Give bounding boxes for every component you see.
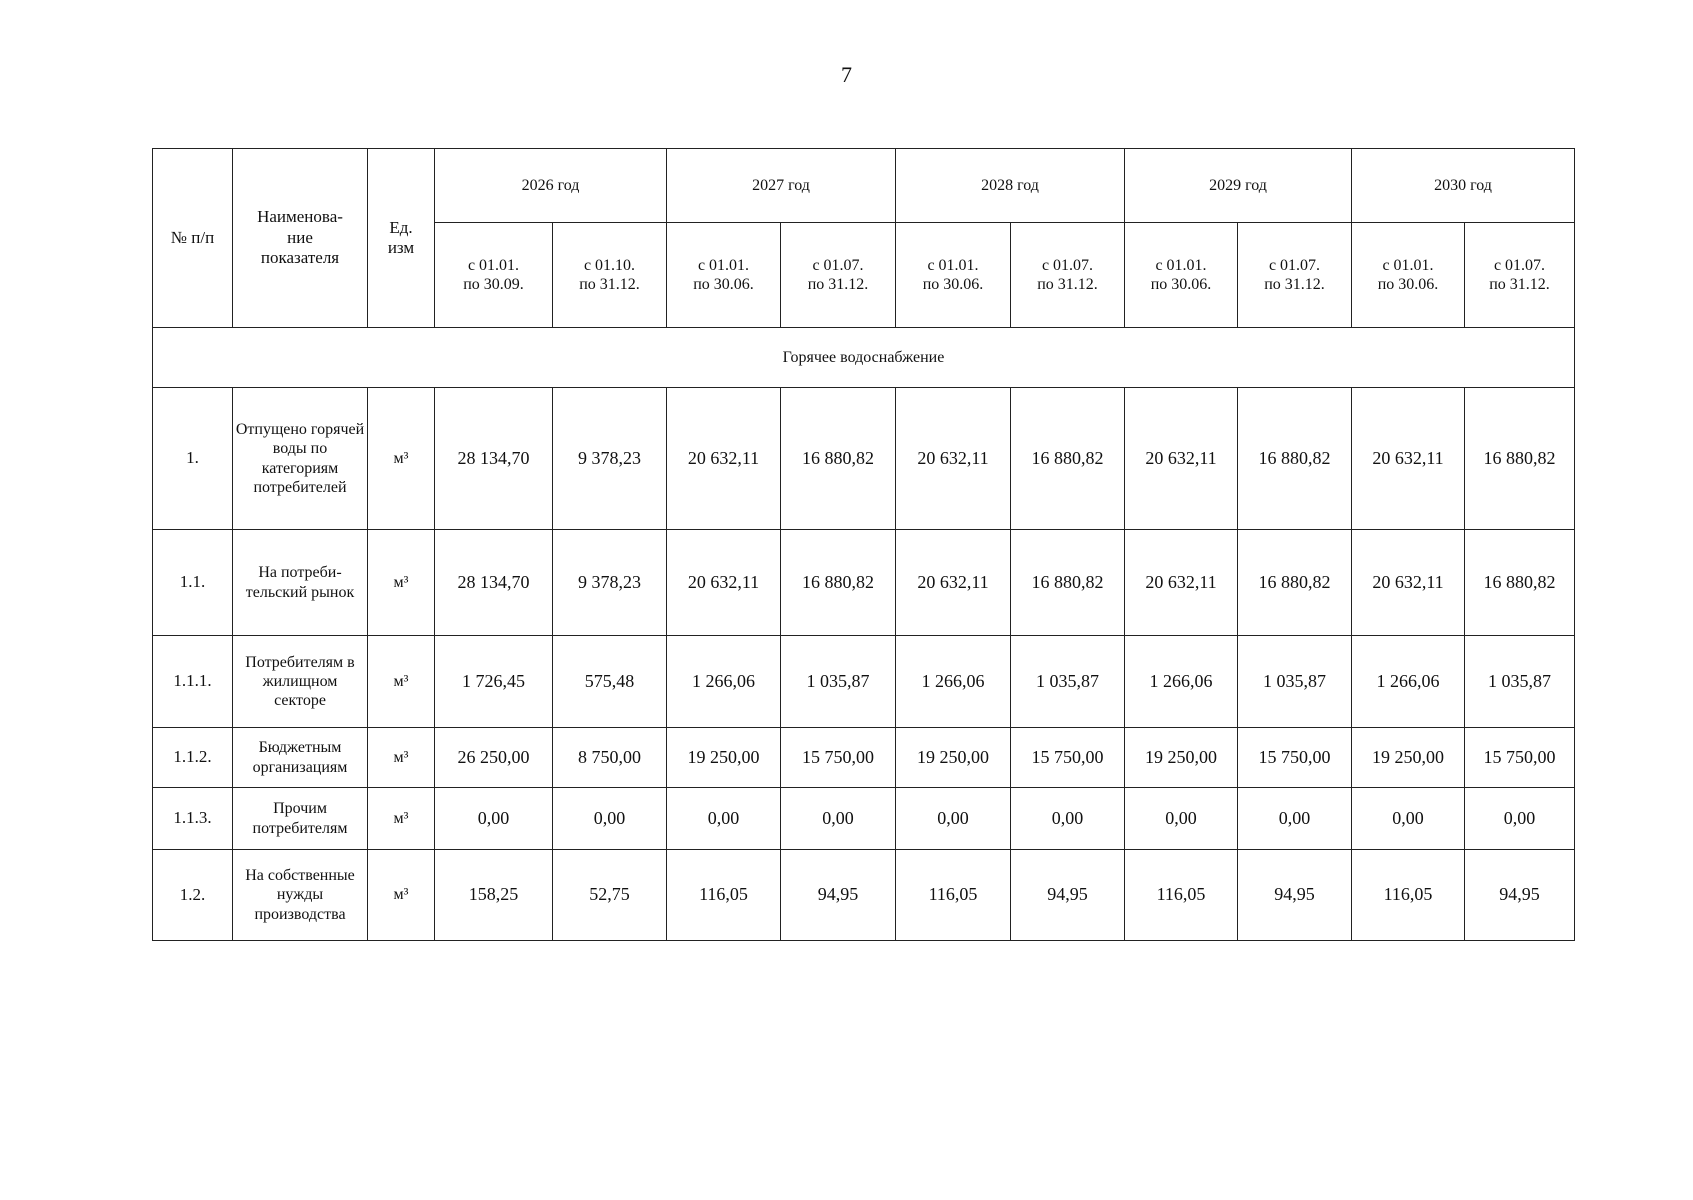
row-value: 16 880,82 [1011, 388, 1125, 530]
row-unit: м³ [368, 636, 435, 728]
row-num: 1.1. [153, 530, 233, 636]
header-period: с 01.07. по 31.12. [1238, 223, 1352, 328]
row-value: 16 880,82 [781, 388, 896, 530]
header-period: с 01.01. по 30.09. [435, 223, 553, 328]
header-num: № п/п [153, 149, 233, 328]
section-title: Горячее водоснабжение [153, 328, 1575, 388]
row-unit: м³ [368, 728, 435, 788]
row-value: 94,95 [1238, 850, 1352, 941]
header-period: с 01.07. по 31.12. [1465, 223, 1575, 328]
row-value: 20 632,11 [667, 530, 781, 636]
header-period: с 01.07. по 31.12. [1011, 223, 1125, 328]
row-unit: м³ [368, 388, 435, 530]
row-value: 16 880,82 [1465, 388, 1575, 530]
row-value: 116,05 [1125, 850, 1238, 941]
row-value: 9 378,23 [553, 388, 667, 530]
page-number: 7 [841, 62, 852, 87]
row-value: 20 632,11 [1352, 530, 1465, 636]
row-value: 19 250,00 [667, 728, 781, 788]
row-name: Потребителям в жилищном секторе [233, 636, 368, 728]
row-value: 0,00 [553, 788, 667, 850]
header-year-row [153, 149, 1575, 223]
row-value: 20 632,11 [896, 388, 1011, 530]
table-row [153, 388, 1575, 530]
row-value: 158,25 [435, 850, 553, 941]
row-value: 0,00 [1125, 788, 1238, 850]
row-value: 28 134,70 [435, 530, 553, 636]
row-value: 575,48 [553, 636, 667, 728]
row-value: 16 880,82 [1238, 388, 1352, 530]
row-value: 0,00 [435, 788, 553, 850]
row-value: 1 266,06 [667, 636, 781, 728]
row-name: Бюджетным организациям [233, 728, 368, 788]
row-value: 9 378,23 [553, 530, 667, 636]
row-value: 20 632,11 [1125, 388, 1238, 530]
row-value: 1 035,87 [1011, 636, 1125, 728]
row-unit: м³ [368, 530, 435, 636]
row-unit: м³ [368, 788, 435, 850]
row-value: 1 035,87 [1465, 636, 1575, 728]
row-value: 20 632,11 [896, 530, 1011, 636]
row-name: На собственные нужды производства [233, 850, 368, 941]
row-name: Прочим потребителям [233, 788, 368, 850]
row-value: 1 266,06 [896, 636, 1011, 728]
row-value: 15 750,00 [1238, 728, 1352, 788]
row-num: 1.1.1. [153, 636, 233, 728]
table-row [153, 728, 1575, 788]
row-num: 1.2. [153, 850, 233, 941]
table-row [153, 530, 1575, 636]
row-name: На потреби-тельский рынок [233, 530, 368, 636]
row-value: 16 880,82 [781, 530, 896, 636]
row-value: 116,05 [896, 850, 1011, 941]
row-value: 94,95 [1465, 850, 1575, 941]
header-year: 2030 год [1352, 149, 1575, 223]
row-value: 26 250,00 [435, 728, 553, 788]
header-period: с 01.01. по 30.06. [1352, 223, 1465, 328]
row-value: 15 750,00 [1011, 728, 1125, 788]
header-period: с 01.01. по 30.06. [1125, 223, 1238, 328]
row-value: 94,95 [1011, 850, 1125, 941]
header-period: с 01.07. по 31.12. [781, 223, 896, 328]
row-value: 116,05 [1352, 850, 1465, 941]
row-name: Отпущено горячей воды по категориям потребителей [233, 388, 368, 530]
row-value: 0,00 [1238, 788, 1352, 850]
table-row [153, 636, 1575, 728]
row-value: 20 632,11 [1352, 388, 1465, 530]
row-unit: м³ [368, 850, 435, 941]
header-period: с 01.10. по 31.12. [553, 223, 667, 328]
row-value: 16 880,82 [1238, 530, 1352, 636]
header-name: Наименова- ние показателя [233, 149, 368, 328]
table-row [153, 850, 1575, 941]
row-value: 15 750,00 [1465, 728, 1575, 788]
data-table [152, 148, 1575, 941]
row-value: 0,00 [896, 788, 1011, 850]
row-value: 15 750,00 [781, 728, 896, 788]
row-value: 8 750,00 [553, 728, 667, 788]
table-row [153, 788, 1575, 850]
row-value: 0,00 [1011, 788, 1125, 850]
header-year: 2029 год [1125, 149, 1352, 223]
header-unit: Ед. изм [368, 149, 435, 328]
header-period: с 01.01. по 30.06. [667, 223, 781, 328]
row-value: 52,75 [553, 850, 667, 941]
row-value: 19 250,00 [896, 728, 1011, 788]
row-num: 1.1.3. [153, 788, 233, 850]
row-value: 1 266,06 [1352, 636, 1465, 728]
row-value: 16 880,82 [1465, 530, 1575, 636]
row-value: 28 134,70 [435, 388, 553, 530]
row-num: 1.1.2. [153, 728, 233, 788]
row-value: 116,05 [667, 850, 781, 941]
row-value: 0,00 [1352, 788, 1465, 850]
row-value: 1 035,87 [1238, 636, 1352, 728]
row-value: 20 632,11 [667, 388, 781, 530]
row-value: 0,00 [667, 788, 781, 850]
header-year: 2026 год [435, 149, 667, 223]
row-value: 94,95 [781, 850, 896, 941]
section-row [153, 328, 1575, 388]
row-num: 1. [153, 388, 233, 530]
row-value: 19 250,00 [1352, 728, 1465, 788]
row-value: 1 035,87 [781, 636, 896, 728]
row-value: 0,00 [1465, 788, 1575, 850]
row-value: 20 632,11 [1125, 530, 1238, 636]
row-value: 1 266,06 [1125, 636, 1238, 728]
header-year: 2027 год [667, 149, 896, 223]
row-value: 0,00 [781, 788, 896, 850]
header-year: 2028 год [896, 149, 1125, 223]
row-value: 1 726,45 [435, 636, 553, 728]
row-value: 16 880,82 [1011, 530, 1125, 636]
row-value: 19 250,00 [1125, 728, 1238, 788]
header-period: с 01.01. по 30.06. [896, 223, 1011, 328]
